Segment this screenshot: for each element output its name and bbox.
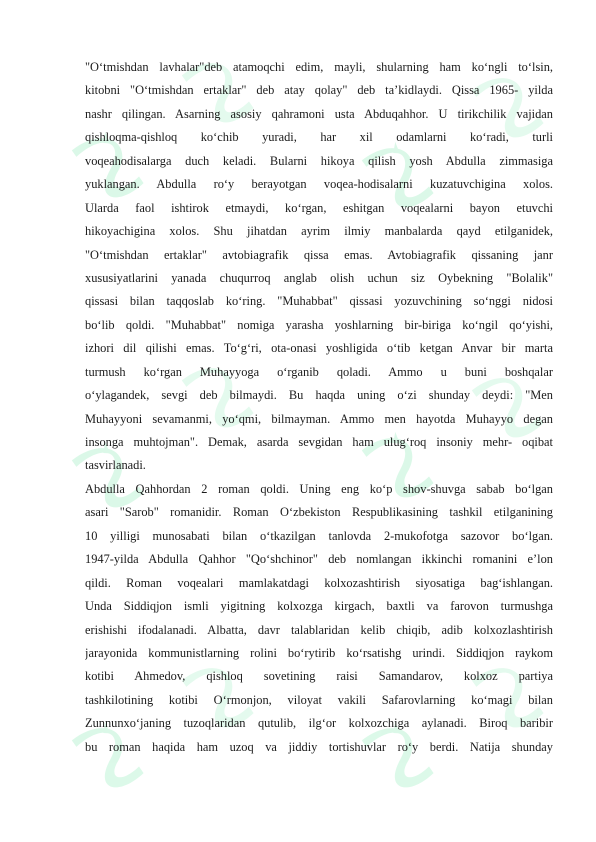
text-line: jarayonida kommunistlarning rolini bo‘rytirib ko‘rsatishg urindi. Siddiqjon raykom [85, 645, 553, 660]
text-line: qildi. Roman voqealari mamlakatdagi kolxozashtirish siyosatiga bag‘ishlangan. [85, 575, 553, 590]
text-line: kotibi Ahmedov, qishloq sovetining raisi Samandarov, kolxoz partiya [85, 669, 553, 684]
body-text [85, 56, 553, 759]
text-line: qissasi bilan taqqoslab ko‘ring. "Muhabbat" qissasi yozuvchining so‘nggi nidosi [85, 294, 553, 309]
text-line: Ularda faol ishtirok etmaydi, ko‘rgan, eshitgan voqealarni bayon etuvchi [85, 200, 553, 215]
text-line: o‘ylagandek, sevgi deb bilmaydi. Bu haqda uning o‘zi shunday deydi: "Men [85, 388, 553, 403]
text-line: Abdulla Qahhordan 2 roman qoldi. Uning eng ko‘p shov-shuvga sabab bo‘lgan [85, 481, 553, 496]
text-line: nashr qilingan. Asarning asosiy qahramoni usta Abduqahhor. U tirikchilik vajidan [85, 106, 553, 121]
text-line: bo‘lib qoldi. "Muhabbat" nomiga yarasha yoshlarning bir-biriga ko‘ngil qo‘yishi, [85, 317, 553, 332]
text-line: Muhayyoni sevamanmi, yo‘qmi, bilmayman. Ammo men hayotda Muhayyo degan [85, 411, 553, 426]
text-line: kitobni "O‘tmishdan ertaklar" deb atay qolay" deb ta’kidlaydi. Qissa 1965- yilda [85, 83, 553, 98]
text-line: voqeahodisalarga duch keladi. Bularni hikoya qilish yosh Abdulla zimmasiga [85, 153, 553, 168]
text-line: 10 yilligi munosabati bilan o‘tkazilgan tanlovda 2-mukofotga sazovor bo‘lgan. [85, 528, 553, 543]
text-line: "O‘tmishdan lavhalar"deb atamoqchi edim, mayli, shularning ham ko‘ngli to‘lsin, [85, 60, 553, 74]
text-line: xususiyatlarini yanada chuqurroq anglab olish uchun siz Oybekning "Bolalik" [85, 270, 553, 285]
text-line: turmush ko‘rgan Muhayyoga o‘rganib qoladi. Ammo u buni boshqalar [85, 364, 553, 379]
text-line: tashkilotining kotibi O‘rmonjon, viloyat vakili Safarovlarning ko‘magi bilan [85, 692, 553, 707]
text-line: hikoyachigina xolos. Shu jihatdan ayrim ilmiy manbalarda qayd etilganidek, [85, 224, 553, 239]
text-line: bu roman haqida ham uzoq va jiddiy tortishuvlar ro‘y berdi. Natija shunday [85, 739, 553, 754]
text-line: asari "Sarob" romanidir. Roman O‘zbekiston Respublikasining tashkil etilganining [85, 505, 553, 520]
text-line: izhori dil qilishi emas. To‘g‘ri, ota-onasi yoshligida o‘tib ketgan Anvar bir marta [85, 341, 553, 356]
text-line: qishloqma-qishloq ko‘chib yuradi, har xil odamlarni ko‘radi, turli [85, 130, 553, 145]
text-line: tasvirlanadi. [85, 458, 146, 473]
text-line: yuklangan. Abdulla ro‘y berayotgan voqea-hodisalarni kuzatuvchigina xolos. [85, 177, 553, 192]
text-line: erishishi ifodalanadi. Albatta, davr talablaridan kelib chiqib, adib kolxozlashtirish [85, 622, 553, 637]
text-line: Unda Siddiqjon ismli yigitning kolxozga kirgach, baxtli va farovon turmushga [85, 599, 553, 614]
text-line: insonga muhtojman". Demak, asarda sevgidan ham ulug‘roq insoniy mehr- oqibat [85, 435, 553, 449]
text-line: "O‘tmishdan ertaklar" avtobiagrafik qissa emas. Avtobiagrafik qissaning janr [85, 247, 553, 262]
text-line: 1947-yilda Abdulla Qahhor "Qo‘shchinor" deb nomlangan ikkinchi romanini e’lon [85, 552, 553, 567]
text-line: Zunnunxo‘janing tuzoqlaridan qutulib, ilg‘or kolxozchiga aylanadi. Biroq baribir [85, 716, 553, 731]
